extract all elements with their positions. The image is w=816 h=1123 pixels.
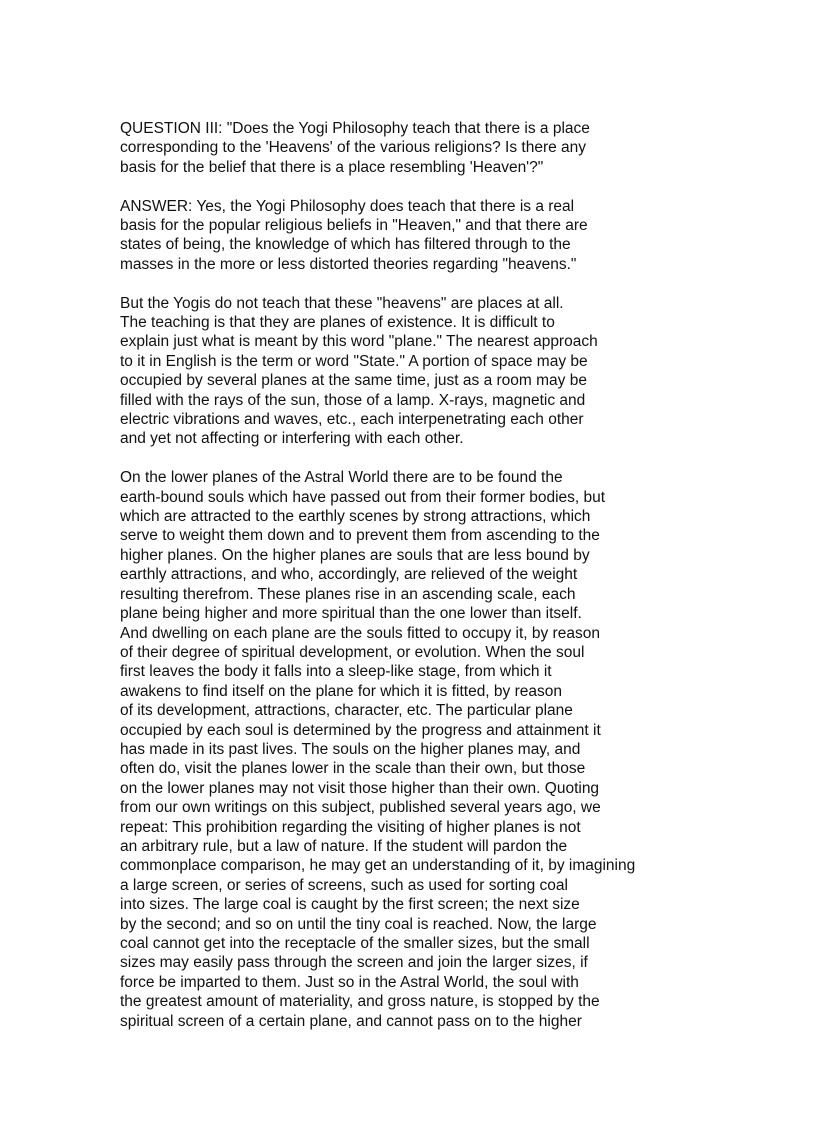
text-line: explain just what is meant by this word "plane." The nearest approach xyxy=(120,333,598,351)
text-line: states of being, the knowledge of which has filtered through to the xyxy=(120,236,571,254)
text-line: basis for the belief that there is a place resembling 'Heaven'?" xyxy=(120,158,544,176)
text-line: higher planes. On the higher planes are souls that are less bound by xyxy=(120,546,590,564)
text-line: corresponding to the 'Heavens' of the various religions? Is there any xyxy=(120,139,587,157)
text-line: and yet not affecting or interfering with each other. xyxy=(120,430,464,448)
text-line: earthly attractions, and who, accordingly, are relieved of the weight xyxy=(120,566,578,584)
text-line: repeat: This prohibition regarding the visiting of higher planes is not xyxy=(120,818,581,836)
text-line: by the second; and so on until the tiny coal is reached. Now, the large xyxy=(120,915,597,933)
answer-paragraph xyxy=(120,197,740,275)
body-paragraph xyxy=(120,468,740,1031)
text-line: to it in English is the term or word "State." A portion of space may be xyxy=(120,352,588,370)
text-line: The teaching is that they are planes of existence. It is difficult to xyxy=(120,314,555,332)
text-line: And dwelling on each plane are the souls fitted to occupy it, by reason xyxy=(120,624,600,642)
text-line: serve to weight them down and to prevent them from ascending to the xyxy=(120,527,600,545)
text-line: force be imparted to them. Just so in the Astral World, the soul with xyxy=(120,973,579,991)
text-line: awakens to find itself on the plane for which it is fitted, by reason xyxy=(120,682,562,700)
text-line: electric vibrations and waves, etc., each interpenetrating each other xyxy=(120,411,584,429)
text-line: On the lower planes of the Astral World there are to be found the xyxy=(120,469,563,487)
text-line: of their degree of spiritual development, or evolution. When the soul xyxy=(120,643,585,661)
text-line: ANSWER: Yes, the Yogi Philosophy does teach that there is a real xyxy=(120,197,575,215)
text-line: filled with the rays of the sun, those of a lamp. X-rays, magnetic and xyxy=(120,391,586,409)
text-line: on the lower planes may not visit those higher than their own. Quoting xyxy=(120,779,600,797)
text-line: earth-bound souls which have passed out from their former bodies, but xyxy=(120,488,606,506)
text-line: masses in the more or less distorted theories regarding "heavens." xyxy=(120,255,577,273)
document-page xyxy=(120,119,740,1050)
text-line: occupied by each soul is determined by the progress and attainment it xyxy=(120,721,601,739)
text-line: sizes may easily pass through the screen and join the larger sizes, if xyxy=(120,954,588,972)
question-paragraph xyxy=(120,119,740,177)
text-line: coal cannot get into the receptacle of the smaller sizes, but the small xyxy=(120,935,590,953)
text-line: resulting therefrom. These planes rise in an ascending scale, each xyxy=(120,585,576,603)
text-line: basis for the popular religious beliefs in "Heaven," and that there are xyxy=(120,217,588,235)
text-line: But the Yogis do not teach that these "heavens" are places at all. xyxy=(120,294,564,312)
body-paragraph xyxy=(120,294,740,449)
text-line: into sizes. The large coal is caught by the first screen; the next size xyxy=(120,896,580,914)
text-line: spiritual screen of a certain plane, and cannot pass on to the higher xyxy=(120,1012,582,1030)
text-line: first leaves the body it falls into a sleep-like stage, from which it xyxy=(120,663,552,681)
text-line: QUESTION III: "Does the Yogi Philosophy teach that there is a place xyxy=(120,120,590,137)
text-line: which are attracted to the earthly scenes by strong attractions, which xyxy=(120,508,591,526)
text-line: often do, visit the planes lower in the scale than their own, but those xyxy=(120,760,586,778)
text-line: plane being higher and more spiritual than the one lower than itself. xyxy=(120,605,582,623)
text-line: of its development, attractions, character, etc. The particular plane xyxy=(120,702,573,720)
text-line: the greatest amount of materiality, and gross nature, is stopped by the xyxy=(120,993,600,1011)
text-line: commonplace comparison, he may get an understanding of it, by imagining xyxy=(120,857,636,875)
text-line: an arbitrary rule, but a law of nature. If the student will pardon the xyxy=(120,837,568,855)
text-line: has made in its past lives. The souls on the higher planes may, and xyxy=(120,740,581,758)
text-line: occupied by several planes at the same time, just as a room may be xyxy=(120,372,587,390)
text-line: a large screen, or series of screens, such as used for sorting coal xyxy=(120,876,568,894)
text-line: from our own writings on this subject, published several years ago, we xyxy=(120,799,601,817)
